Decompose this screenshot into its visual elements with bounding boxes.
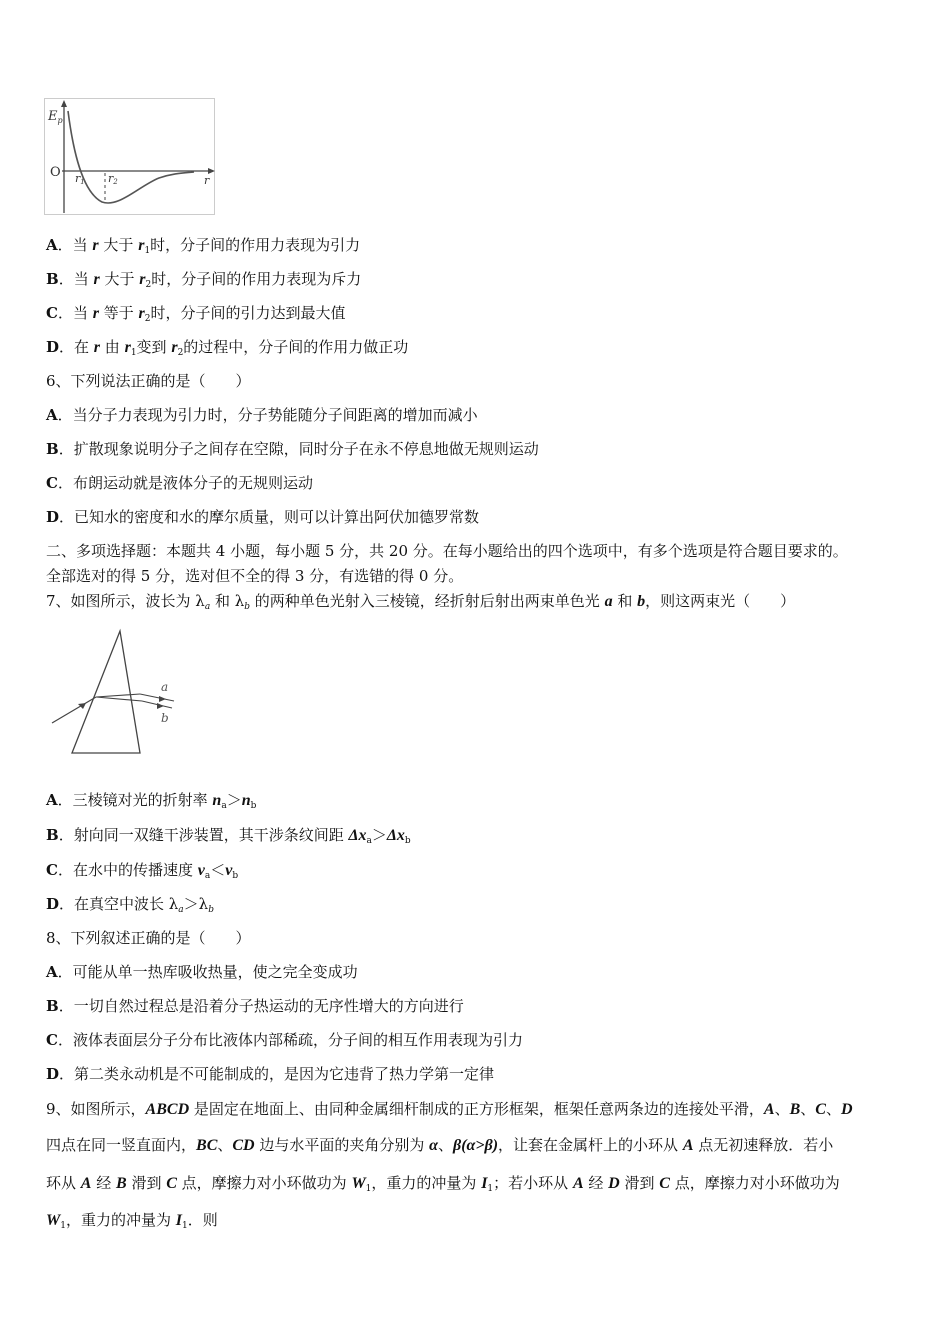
text-segment: 1: [365, 1184, 372, 1194]
text-segment: b: [244, 602, 251, 612]
text-segment: r: [171, 339, 178, 356]
text-segment: r: [138, 305, 145, 322]
text-segment: b: [250, 801, 257, 811]
text-segment: ．当: [58, 270, 94, 288]
question-7: [46, 591, 795, 617]
text-segment: 环从: [46, 1174, 81, 1192]
text-segment: C: [815, 1101, 826, 1118]
text-segment: W: [46, 1212, 61, 1229]
text-segment: B: [46, 440, 59, 458]
text-segment: 是固定在地面上、由同种金属细杆制成的正方形框架，框架任意两条边的连接处平滑，: [189, 1100, 764, 1118]
text-segment: CD: [232, 1137, 255, 1154]
text-segment: ．第二类永动机是不可能制成的，是因为它违背了热力学第一定律: [59, 1065, 495, 1083]
text-segment: B: [46, 826, 59, 844]
text-segment: C: [166, 1175, 177, 1192]
text-segment: r: [92, 305, 99, 322]
text-segment: 时，分子间的作用力表现为引力: [150, 236, 361, 254]
text-segment: b: [404, 836, 411, 846]
svg-text:b: b: [161, 711, 169, 725]
text-segment: r: [93, 271, 100, 288]
text-segment: 二、多项选择题：本题共 4 小题，每小题 5 分，共 20 分。在每小题给出的四个选项中，有多个选项是符合题目要求的。: [46, 542, 848, 560]
text-segment: 9、如图所示，: [46, 1100, 146, 1118]
text-segment: β(α>β): [453, 1137, 499, 1154]
option-5c: [46, 303, 346, 329]
text-segment: ，重力的冲量为: [371, 1174, 482, 1192]
text-segment: 大于: [99, 270, 140, 288]
text-segment: 8、下列叙述正确的是（ ）: [46, 929, 251, 947]
text-segment: B: [46, 997, 59, 1015]
text-segment: a: [221, 801, 227, 811]
text-segment: 经: [91, 1174, 116, 1192]
option-8d: [46, 1064, 494, 1084]
text-segment: ＞λ: [183, 895, 209, 913]
text-segment: 大于: [98, 236, 139, 254]
text-segment: D: [46, 1065, 60, 1083]
text-segment: ．可能从单一热库吸收热量，使之完全变成功: [57, 963, 358, 981]
option-5a: [46, 235, 360, 261]
text-segment: ABCD: [145, 1101, 190, 1118]
text-segment: 1: [144, 246, 151, 256]
text-segment: ．在真空中波长 λ: [59, 895, 179, 913]
option-6c: [46, 473, 313, 493]
text-segment: α: [429, 1137, 439, 1154]
text-segment: ．三棱镜对光的折射率: [57, 791, 213, 809]
text-segment: ．当: [57, 304, 93, 322]
text-segment: 7、如图所示，波长为 λ: [46, 592, 205, 610]
text-segment: ；若小环从: [493, 1174, 573, 1192]
text-segment: 和: [612, 592, 638, 610]
svg-text:a: a: [161, 680, 169, 694]
text-segment: ．在水中的传播速度: [57, 861, 198, 879]
text-segment: ．则: [187, 1211, 218, 1229]
question-8: [46, 928, 251, 948]
text-segment: v: [197, 862, 205, 879]
text-segment: a: [366, 836, 372, 846]
text-segment: 时，分子间的引力达到最大值: [150, 304, 346, 322]
text-segment: A: [46, 236, 58, 254]
text-segment: ．当: [57, 236, 93, 254]
option-7a: [46, 790, 256, 816]
text-segment: r: [139, 271, 146, 288]
text-segment: ．一切自然过程总是沿着分子热运动的无序性增大的方向进行: [58, 997, 464, 1015]
text-segment: 时，分子间的作用力表现为斥力: [151, 270, 362, 288]
text-segment: 和 λ: [210, 592, 245, 610]
text-segment: D: [840, 1101, 853, 1118]
question-9-line2: [46, 1135, 833, 1156]
text-segment: C: [659, 1175, 670, 1192]
text-segment: 2: [145, 280, 152, 290]
text-segment: ．在: [59, 338, 94, 356]
svg-text:O: O: [50, 165, 61, 180]
text-segment: ．布朗运动就是液体分子的无规则运动: [57, 474, 313, 492]
text-segment: 全部选对的得 5 分，选对但不全的得 3 分，有选错的得 0 分。: [46, 567, 464, 585]
text-segment: 滑到: [619, 1174, 660, 1192]
text-segment: C: [46, 861, 58, 879]
text-segment: W: [351, 1175, 366, 1192]
question-9-line4: [46, 1210, 218, 1236]
text-segment: v: [225, 862, 233, 879]
svg-text:r: r: [204, 174, 210, 187]
option-8b: [46, 996, 464, 1016]
text-segment: 点，摩擦力对小环做功为: [176, 1174, 352, 1192]
option-7d: [46, 894, 214, 920]
text-segment: BC: [196, 1137, 218, 1154]
text-segment: 滑到: [126, 1174, 167, 1192]
option-6b: [46, 439, 539, 459]
text-segment: r: [138, 237, 145, 254]
text-segment: ．当分子力表现为引力时，分子势能随分子间距离的增加而减小: [57, 406, 478, 424]
text-segment: 等于: [98, 304, 139, 322]
text-segment: C: [46, 474, 58, 492]
text-segment: A: [763, 1101, 775, 1118]
text-segment: r: [93, 339, 101, 356]
text-segment: A: [80, 1175, 92, 1192]
text-segment: D: [46, 338, 60, 356]
text-segment: ，让套在金属杆上的小环从: [498, 1136, 683, 1154]
text-segment: I: [175, 1212, 182, 1229]
text-segment: a: [204, 871, 211, 881]
text-segment: 点无初速释放．若小: [693, 1136, 834, 1154]
text-segment: I: [481, 1175, 488, 1192]
text-segment: 、: [800, 1100, 816, 1118]
svg-text:r2: r2: [108, 172, 118, 186]
text-segment: n: [241, 792, 251, 809]
text-segment: 由: [100, 338, 125, 356]
text-segment: A: [682, 1137, 694, 1154]
text-segment: A: [46, 963, 58, 981]
text-segment: 2: [177, 348, 184, 358]
section-2-heading: [46, 541, 848, 561]
text-segment: 1: [130, 348, 137, 358]
text-segment: D: [46, 508, 60, 526]
question-6: [46, 371, 251, 391]
text-segment: a: [204, 602, 211, 612]
text-segment: 2: [144, 314, 151, 324]
text-segment: Δx: [348, 827, 367, 844]
text-segment: ，重力的冲量为: [65, 1211, 176, 1229]
potential-energy-graph: [44, 98, 216, 216]
text-segment: C: [46, 304, 58, 322]
text-segment: 的过程中，分子间的作用力做正功: [183, 338, 409, 356]
text-segment: a: [604, 593, 613, 610]
text-segment: 四点在同一竖直面内，: [46, 1136, 197, 1154]
text-segment: 6、下列说法正确的是（ ）: [46, 372, 251, 390]
text-segment: n: [212, 792, 222, 809]
text-segment: ＞: [371, 826, 387, 844]
question-9-line3: [46, 1173, 840, 1199]
text-segment: Δx: [386, 827, 405, 844]
option-6d: [46, 507, 479, 527]
text-segment: 、: [825, 1100, 841, 1118]
option-8a: [46, 962, 358, 982]
text-segment: 1: [487, 1184, 494, 1194]
option-5d: [46, 337, 408, 363]
text-segment: a: [178, 905, 184, 915]
text-segment: 、: [217, 1136, 233, 1154]
text-segment: ．扩散现象说明分子之间存在空隙，同时分子在永不停息地做无规则运动: [58, 440, 539, 458]
question-9-line1: [46, 1099, 853, 1120]
text-segment: 变到: [136, 338, 172, 356]
text-segment: ＞: [226, 791, 242, 809]
text-segment: D: [46, 895, 60, 913]
text-segment: 1: [60, 1221, 66, 1231]
text-segment: A: [46, 791, 58, 809]
text-segment: 、: [438, 1136, 454, 1154]
prism-diagram: [48, 625, 188, 760]
text-segment: C: [46, 1031, 58, 1049]
text-segment: 经: [583, 1174, 609, 1192]
text-segment: D: [608, 1175, 620, 1192]
text-segment: b: [637, 593, 646, 610]
text-segment: ＜: [210, 861, 226, 879]
option-6a: [46, 405, 478, 425]
option-5b: [46, 269, 361, 295]
text-segment: B: [46, 270, 59, 288]
text-segment: ，则这两束光（ ）: [645, 592, 796, 610]
text-segment: ．射向同一双缝干涉装置，其干涉条纹间距: [58, 826, 349, 844]
text-segment: B: [789, 1101, 801, 1118]
option-7b: [46, 825, 411, 851]
text-segment: r: [92, 237, 99, 254]
text-segment: ．已知水的密度和水的摩尔质量，则可以计算出阿伏加德罗常数: [59, 508, 480, 526]
text-segment: A: [572, 1175, 584, 1192]
text-segment: A: [46, 406, 58, 424]
text-segment: B: [116, 1175, 127, 1192]
text-segment: 边与水平面的夹角分别为: [254, 1136, 430, 1154]
svg-text:Ep: $E_p$: [48, 109, 63, 125]
text-segment: 1: [181, 1221, 188, 1231]
option-7c: [46, 860, 238, 886]
section-2-heading-cont: [46, 566, 463, 586]
text-segment: ．液体表面层分子分布比液体内部稀疏，分子间的相互作用表现为引力: [57, 1031, 523, 1049]
text-segment: r: [124, 339, 131, 356]
text-segment: b: [208, 905, 214, 915]
text-segment: 、: [774, 1100, 790, 1118]
text-segment: b: [232, 871, 239, 881]
option-8c: [46, 1030, 523, 1050]
text-segment: 的两种单色光射入三棱镜，经折射后射出两束单色光: [250, 592, 605, 610]
svg-text:r1: r1: [75, 172, 85, 186]
text-segment: 点，摩擦力对小环做功为: [669, 1174, 840, 1192]
